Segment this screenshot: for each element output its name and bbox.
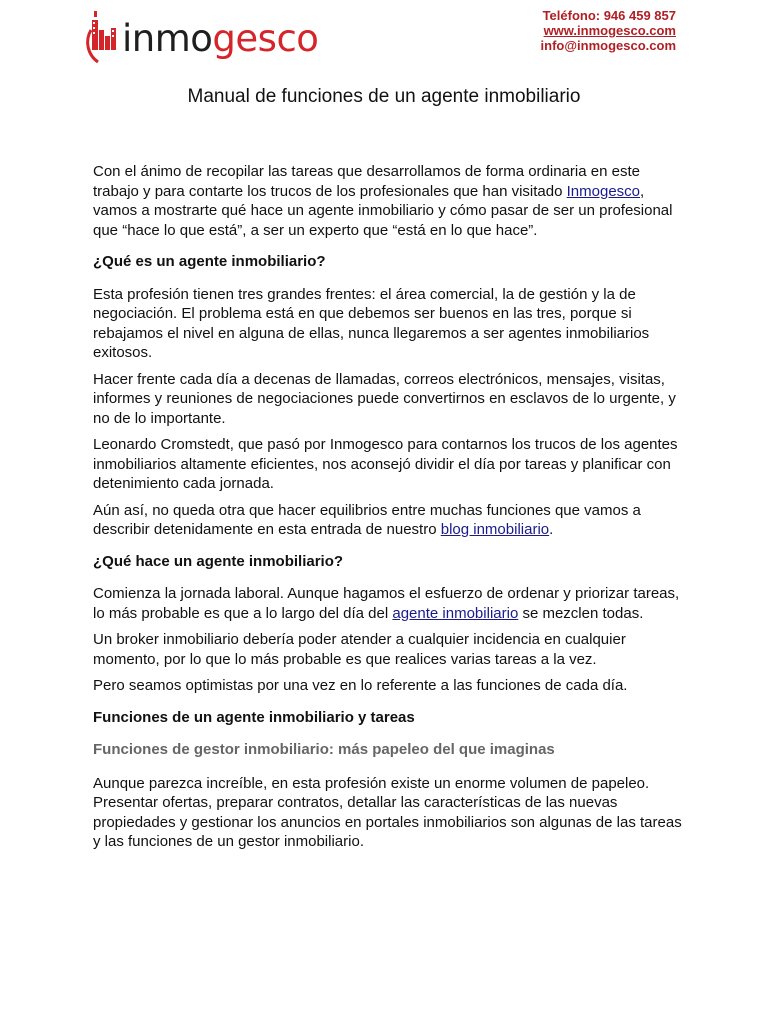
section1-p4-end: . [549,521,554,538]
subheading-gestor: Funciones de gestor inmobiliario: más papeleo del que imaginas [93,741,555,758]
section2-paragraph-1 [93,584,683,623]
section1-paragraph-1: Esta profesión tienen tres grandes frentes: el área comercial, la de gestión y la de negociación. El problema está en que debemos ser buenos en las tres, porque si rebajamos el nivel en alguna de ellas, nunca llegaremos a ser agentes inmobiliarios exitosos. [93,285,650,361]
page-title: Manual de funciones de un agente inmobiliario [187,86,581,107]
heading-funciones: Funciones de un agente inmobiliario y tareas [93,708,415,726]
section2-paragraph-2: Un broker inmobiliario debería poder atender a cualquier incidencia en cualquier momento, por lo que lo más probable es que realices varias tareas a la vez. [93,631,626,668]
section1-paragraph-2: Hacer frente cada día a decenas de llamadas, correos electrónicos, mensajes, visitas, informes y reuniones de negociaciones puede convertirnos en esclavos de lo urgente, y no de lo importante. [93,370,676,427]
intro-text-1: Con el ánimo de recopilar las tareas que desarrollamos de forma ordinaria en este trabajo y para contarte los trucos de los profesionales que han visitado [93,163,640,200]
section1-p4-text: Aún así, no queda otra que hacer equilibrios entre muchas funciones que vamos a describir detenidamente en esta entrada de nuestro [93,501,641,538]
section1-paragraph-3: Leonardo Cromstedt, que pasó por Inmogesco para contarnos los trucos de los agentes inmobiliarios altamente eficientes, nos aconsejó dividir el día por tareas y planificar con detenimiento cada jornada. [93,436,678,492]
inmogesco-link[interactable]: Inmogesco [566,182,640,200]
heading-que-es: ¿Qué es un agente inmobiliario? [93,253,326,270]
section1-paragraph-4 [93,501,683,540]
intro-text-2: , vamos a mostrarte qué hace un agente inmobiliario y cómo pasar de ser un profesional que “hace lo que está”, a ser un experto que “está en lo que hace”. [93,182,673,239]
section2-paragraph-3: Pero seamos optimistas por una vez en lo referente a las funciones de cada día. [93,677,628,694]
section2-p1-end: se mezclen todas. [518,604,644,622]
agente-inmobiliario-link[interactable]: agente inmobiliario [392,604,519,622]
inmogesco-logo[interactable] [84,10,339,70]
heading-que-hace: ¿Qué hace un agente inmobiliario? [93,552,344,570]
contact-email: info@inmogesco.com [540,38,676,53]
website-link[interactable]: www.inmogesco.com [543,23,676,38]
logo-text-inmo: inmo [122,17,213,60]
blog-inmobiliario-link[interactable]: blog inmobiliario [440,521,550,538]
building-skyline-icon [84,10,124,70]
contact-info [541,8,676,53]
intro-paragraph [93,162,683,240]
logo-wordmark [122,14,318,64]
logo-text-gesco: gesco [212,17,319,60]
document-body [93,162,683,859]
contact-phone: Teléfono: 946 459 857 [542,8,676,23]
section2-p1-text: Comienza la jornada laboral. Aunque hagamos el esfuerzo de ordenar y priorizar tareas, lo más probable es que a lo largo del día del [93,585,680,622]
section3-paragraph-1: Aunque parezca increíble, en esta profesión existe un enorme volumen de papeleo. Presentar ofertas, preparar contratos, detallar las características de las nuevas propiedades y gestionar los anuncios en portales inmobiliarios son algunas de las tareas y las funciones de un gestor inmobiliario. [93,774,682,850]
